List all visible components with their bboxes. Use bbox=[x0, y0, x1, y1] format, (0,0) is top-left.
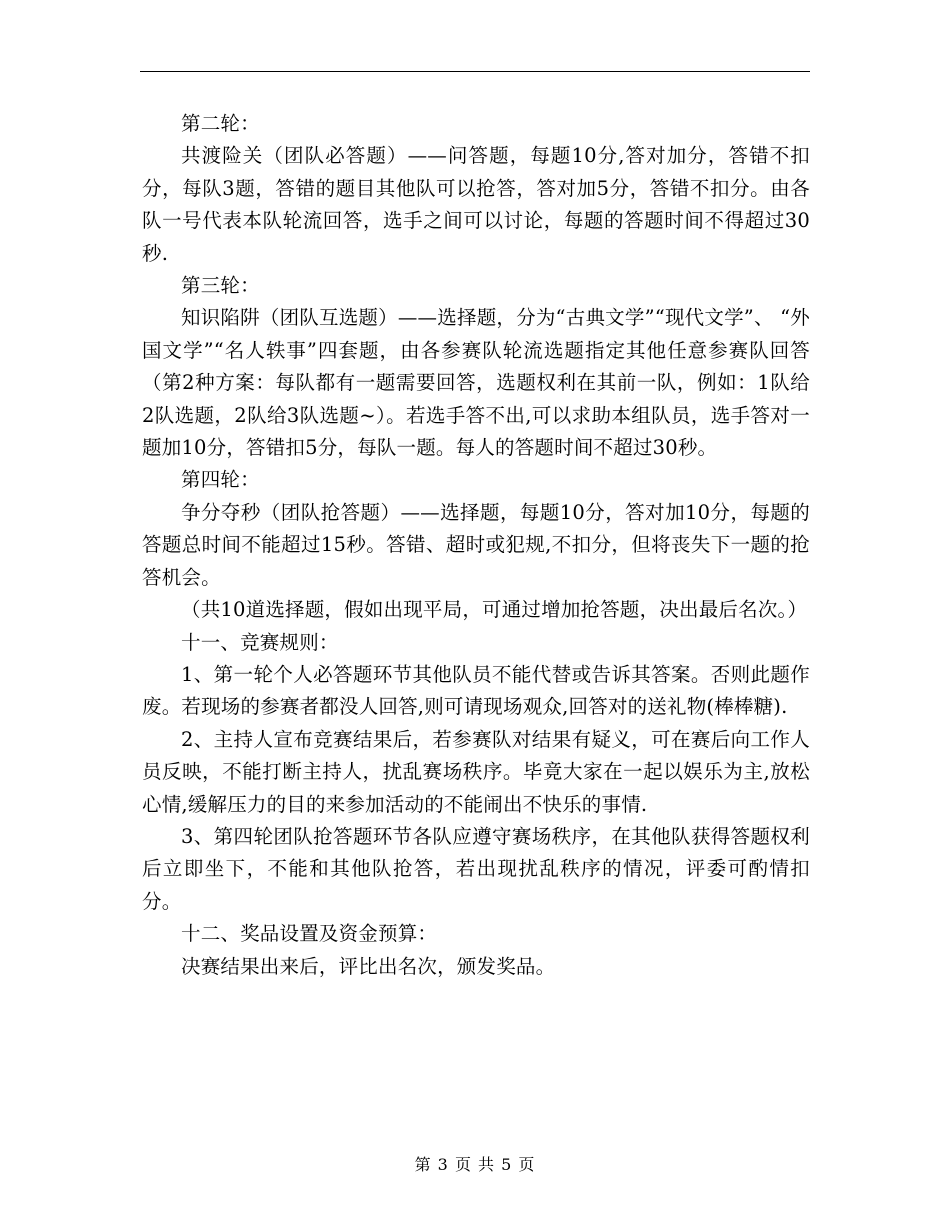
round-three-rules: 知识陷阱（团队互选题）——选择题，分为“古典文学”“现代文学”、 “外国文学”“名人轶事”四套题，由各参赛队轮流选题指定其他任意参赛队回答（第2种方案：每队都有一题需要回答，选题权利在其前一队，例如：1队给2队选题，2队给3队选题~）。若选手答不出,可以求助本组队员，选手答对一题加10分，答错扣5分，每队一题。每人的答题时间不超过30秒。 bbox=[142, 306, 810, 460]
rule-item-3: 3、第四轮团队抢答题环节各队应遵守赛场秩序，在其他队获得答题权利后立即坐下，不能和其他队抢答，若出现扰乱秩序的情况，评委可酌情扣分。 bbox=[142, 824, 810, 913]
round-two-heading: 第二轮： bbox=[181, 112, 260, 135]
section-eleven-heading: 十一、竞赛规则： bbox=[181, 630, 339, 654]
page-number-footer: 第 3 页 共 5 页 bbox=[414, 1155, 536, 1174]
round-four-heading: 第四轮： bbox=[181, 468, 260, 492]
round-four-rules: 争分夺秒（团队抢答题）——选择题，每题10分，答对加10分，每题的答题总时间不能超过15秒。答错、超时或犯规,不扣分，但将丧失下一题的抢答机会。 bbox=[142, 500, 810, 589]
rule-item-2: 2、主持人宣布竞赛结果后，若参赛队对结果有疑义，可在赛后向工作人员反映，不能打断主持人，扰乱赛场秩序。毕竟大家在一起以娱乐为主,放松心情,缓解压力的目的来参加活动的不能闹出不快乐的事情. bbox=[142, 727, 810, 816]
round-four-note: （共10道选择题，假如出现平局，可通过增加抢答题，决出最后名次。） bbox=[181, 598, 808, 622]
header-rule bbox=[140, 71, 810, 72]
rule-item-1: 1、第一轮个人必答题环节其他队员不能代替或告诉其答案。否则此题作废。若现场的参赛者都没人回答,则可请现场观众,回答对的送礼物(棒棒糖). bbox=[142, 662, 810, 719]
document-body bbox=[142, 108, 810, 983]
round-two-rules: 共渡险关（团队必答题）——问答题，每题10分,答对加分，答错不扣分，每队3题，答错的题目其他队可以抢答，答对加5分，答错不扣分。由各队一号代表本队轮流回答，选手之间可以讨论，每题的答题时间不得超过30秒. bbox=[142, 144, 810, 265]
section-twelve-heading: 十二、奖品设置及资金预算： bbox=[181, 922, 438, 946]
round-three-heading: 第三轮： bbox=[181, 274, 260, 298]
awards-paragraph: 决赛结果出来后，评比出名次，颁发奖品。 bbox=[181, 954, 556, 978]
